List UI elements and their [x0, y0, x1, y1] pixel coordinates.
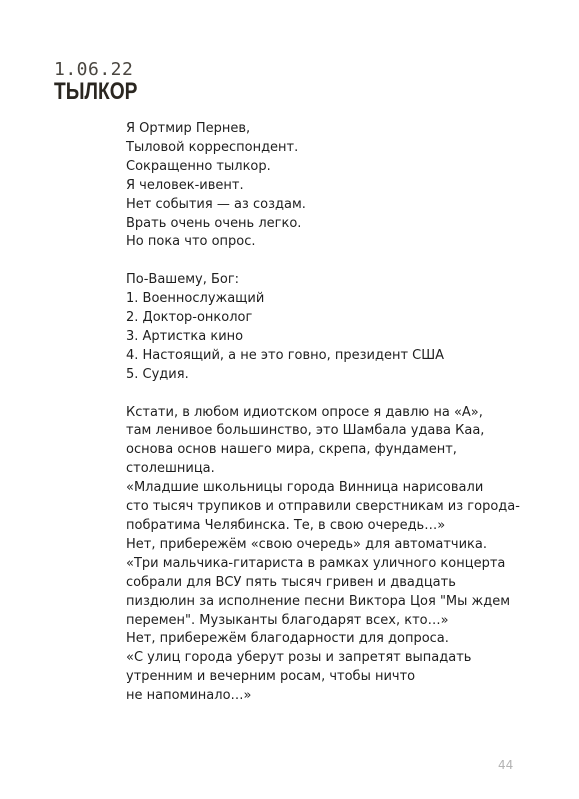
poem-line: основа основ нашего мира, скрепа, фундамент,: [126, 442, 457, 458]
page-number: 44: [498, 758, 514, 772]
poem-line: «С улиц города уберут розы и запретят выпадать: [126, 650, 472, 666]
poem-line: Нет, прибережём благодарности для допроса.: [126, 631, 449, 647]
poem-line: 2. Доктор-онколог: [126, 310, 253, 326]
stanza-gap: [126, 252, 526, 271]
poem-line: пиздюлин за исполнение песни Виктора Цоя "Мы ждем: [126, 593, 511, 609]
poem-line: там ленивое большинство, это Шамбала удава Каа,: [126, 423, 485, 439]
poem-date: 1.06.22: [54, 59, 134, 80]
poem-line: 4. Настоящий, а не это говно, президент США: [126, 347, 445, 363]
poem-line: Но пока что опрос.: [126, 234, 256, 250]
poem-line: 5. Судия.: [126, 366, 189, 382]
poem-title: ТЫЛКОР: [54, 78, 138, 105]
poem-line: Врать очень очень легко.: [126, 215, 302, 231]
stanza: [126, 271, 526, 384]
poem-line: По-Вашему, Бог:: [126, 272, 240, 288]
poem-line: «Три мальчика-гитариста в рамках уличного концерта: [126, 555, 506, 571]
poem-line: Нет, прибережём «свою очередь» для автоматчика.: [126, 536, 487, 552]
stanza: [126, 404, 526, 707]
poem-line: Я человек-ивент.: [126, 177, 244, 193]
poem-line: перемен". Музыканты благодарят всех, кто…»: [126, 612, 449, 628]
poem-line: Я Ортмир Пернев,: [126, 121, 251, 136]
stanza: [126, 120, 526, 252]
poem-line: Нет события — аз создам.: [126, 196, 306, 212]
poem-line: 1. Военнослужащий: [126, 291, 265, 307]
stanza-gap: [126, 385, 526, 404]
poem-line: 3. Артистка кино: [126, 328, 244, 344]
poem-line: утренним и вечерним росам, чтобы ничто: [126, 669, 416, 685]
poem-line: Тыловой корреспондент.: [126, 139, 299, 155]
poem-body: [126, 120, 526, 706]
poem-line: «Младшие школьницы города Винница нарисовали: [126, 480, 484, 496]
poem-line: собрали для ВСУ пять тысяч гривен и двадцать: [126, 574, 456, 590]
poem-line: побратима Челябинска. Те, в свою очередь…»: [126, 518, 446, 533]
poem-line: сто тысяч трупиков и отправили сверстникам из города-: [126, 499, 520, 515]
poem-line: Кстати, в любом идиотском опросе я давлю на «А»,: [126, 404, 483, 420]
poem-line: столешница.: [126, 461, 215, 477]
poem-line: Сокращенно тылкор.: [126, 158, 271, 174]
poem-line: не напоминало…»: [126, 688, 252, 704]
